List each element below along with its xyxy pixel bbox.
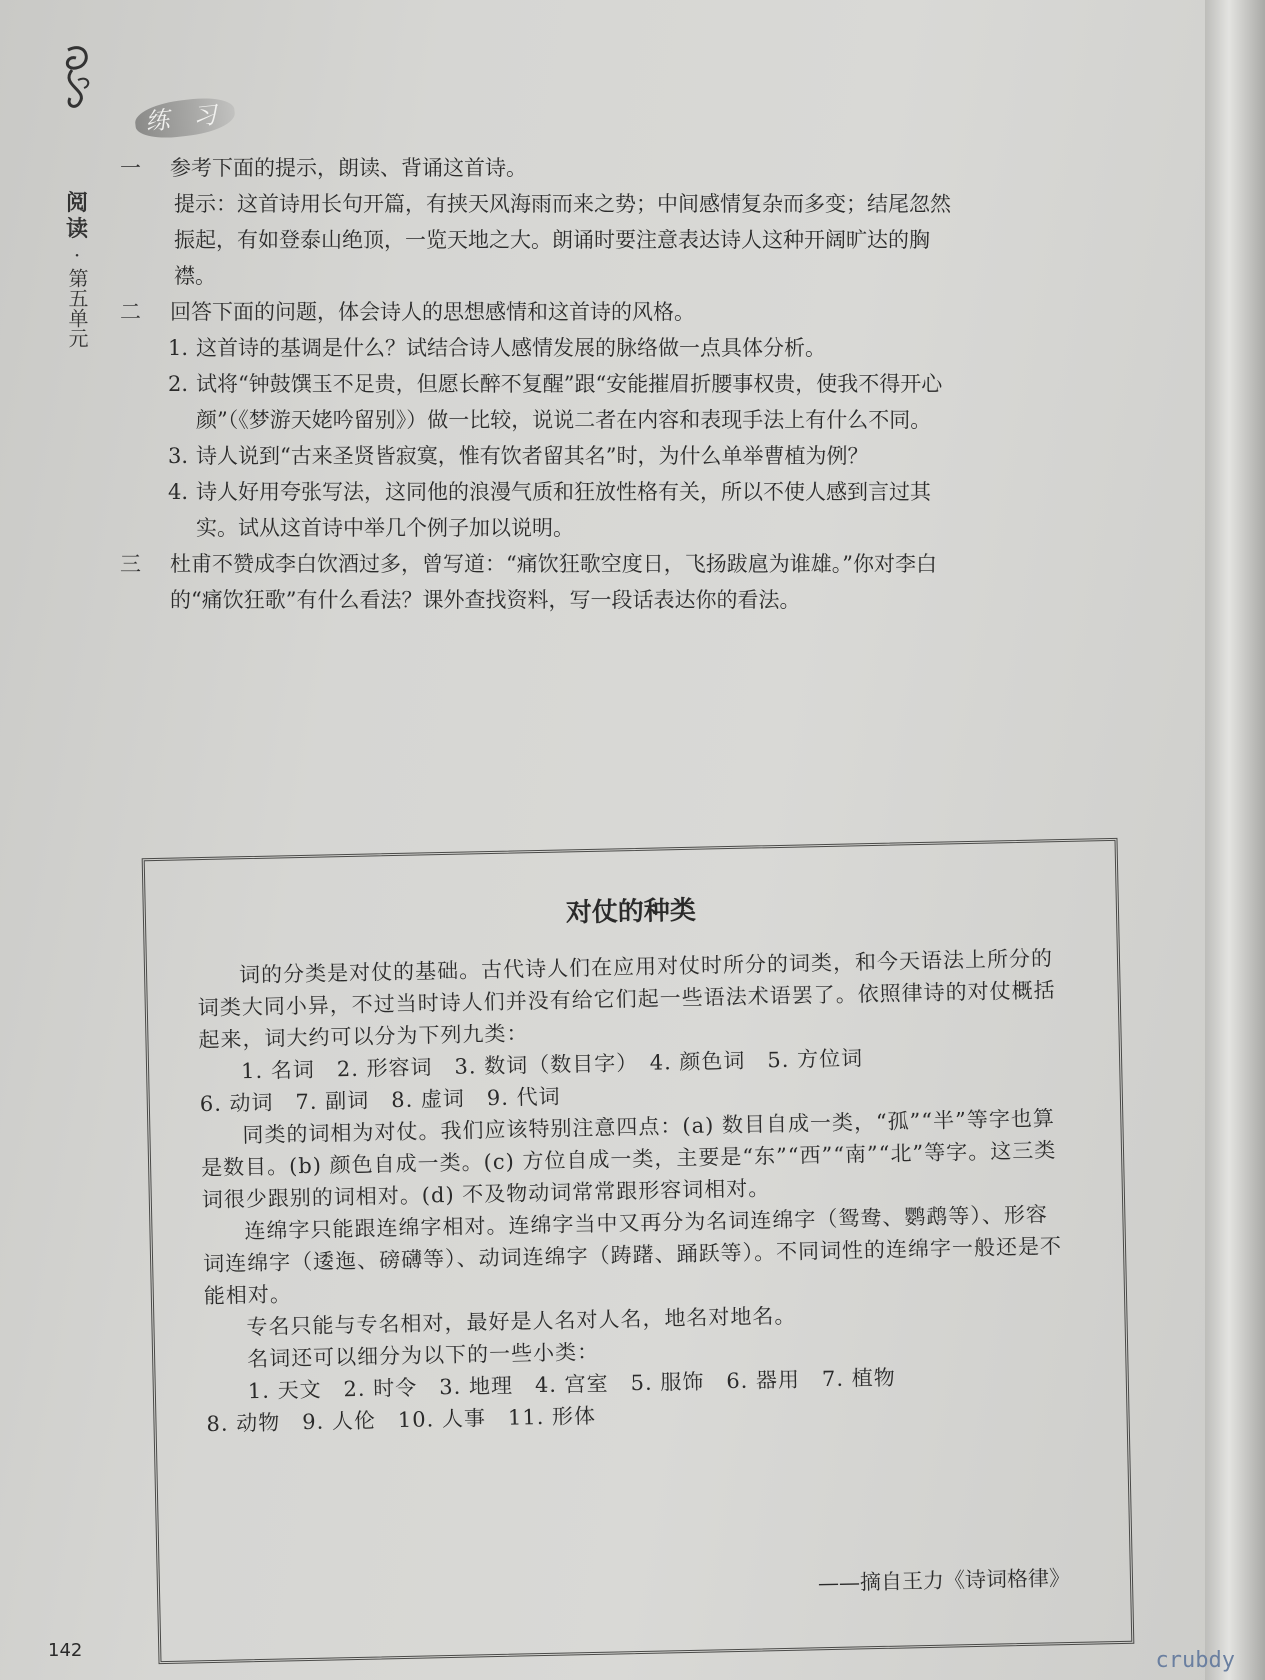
exercise-1 xyxy=(120,150,960,186)
question-1 xyxy=(120,330,960,366)
question-2 xyxy=(120,366,960,438)
noun-class-list: 8. 动物 9. 人伦 10. 人事 11. 形体 xyxy=(206,1403,597,1437)
box-title: 对仗的种类 xyxy=(565,895,697,929)
question-3 xyxy=(120,438,960,474)
question-number: 4. xyxy=(168,480,189,504)
question-text: 诗人说到“古来圣贤皆寂寞，惟有饮者留其名”时，为什么单举曹植为例？ xyxy=(196,444,869,468)
book-spine xyxy=(1205,0,1265,1680)
exercise-2 xyxy=(120,294,960,330)
word-class-list: 1. 名词 2. 形容词 3. 数词（数目字） 4. 颜色词 5. 方位词 xyxy=(240,1046,864,1084)
source-citation: ——摘自王力《诗词格律》 xyxy=(817,1566,1071,1596)
box-paragraph: 名词还可以细分为以下的一些小类： xyxy=(246,1339,600,1372)
reading-box xyxy=(142,838,1135,1664)
question-number: 3. xyxy=(168,444,189,468)
exercise-2-number: 二 xyxy=(120,300,141,324)
page-number: 142 xyxy=(48,1640,83,1661)
exercise-1-text: 参考下面的提示，朗读、背诵这首诗。 xyxy=(170,156,527,180)
word-class-list: 6. 动词 7. 副词 8. 虚词 9. 代词 xyxy=(199,1084,561,1117)
side-unit: 第五单元 xyxy=(65,268,89,348)
watermark: crubdy xyxy=(1155,1648,1235,1673)
exercise-3-text: 杜甫不赞成李白饮酒过多，曾写道：“痛饮狂歌空度日，飞扬跋扈为谁雄。”你对李白的“痛饮狂歌”有什么看法？课外查找资料，写一段话表达你的看法。 xyxy=(170,552,937,612)
box-paragraph: 同类的词相为对仗。我们应该特别注意四点：(a) 数目自成一类，“孤”“半”等字也算是数目。(b) 颜色自成一类。(c) 方位自成一类，主要是“东”“西”“南”“北”等字。这三类词很少跟别的词相对。(d) 不及物动词常常跟形容词相对。 xyxy=(200,1106,1057,1213)
side-dot: · xyxy=(73,243,81,267)
question-text: 这首诗的基调是什么？试结合诗人感情发展的脉络做一点具体分析。 xyxy=(196,336,826,360)
exercise-2-text: 回答下面的问题，体会诗人的思想感情和这首诗的风格。 xyxy=(170,300,695,324)
box-body xyxy=(197,942,1067,1440)
box-paragraph: 专名只能与专名相对，最好是人名对人名，地名对地名。 xyxy=(246,1303,797,1340)
exercise-3-number: 三 xyxy=(120,552,141,576)
question-number: 1. xyxy=(168,336,189,360)
side-title: 阅读 xyxy=(65,190,88,242)
box-paragraph: 词的分类是对仗的基础。古代诗人们在应用对仗时所分的词类，和今天语法上所分的词类大同小异，不过当时诗人们并没有给它们起一些语法术语罢了。依照律诗的对仗概括起来，词大约可以分为下列九类： xyxy=(197,946,1056,1053)
box-paragraph: 连绵字只能跟连绵字相对。连绵字当中又再分为名词连绵字（鸳鸯、鹦鹉等）、形容词连绵字（逶迤、磅礴等）、动词连绵字（踌躇、踊跃等）。不同词性的连绵字一般还是不能相对。 xyxy=(202,1202,1063,1309)
question-number: 2. xyxy=(168,372,189,396)
exercise-1-number: 一 xyxy=(120,156,141,180)
question-text: 试将“钟鼓馔玉不足贵，但愿长醉不复醒”跟“安能摧眉折腰事权贵，使我不得开心颜”（《梦游天姥吟留别》）做一比较，说说二者在内容和表现手法上有什么不同。 xyxy=(196,372,943,432)
exercise-1-hint: 提示：这首诗用长句开篇，有挟天风海雨而来之势；中间感情复杂而多变；结尾忽然振起，有如登泰山绝顶，一览天地之大。朗诵时要注意表达诗人这种开阔旷达的胸襟。 xyxy=(174,192,951,288)
exercise-label: 练 习 xyxy=(133,95,236,141)
side-section-label xyxy=(64,190,90,348)
floral-ornament-icon xyxy=(58,40,98,120)
question-text: 诗人好用夸张写法，这同他的浪漫气质和狂放性格有关，所以不使人感到言过其实。试从这首诗中举几个例子加以说明。 xyxy=(196,480,931,540)
noun-class-list: 1. 天文 2. 时令 3. 地理 4. 宫室 5. 服饰 6. 器用 7. 植物 xyxy=(247,1365,896,1404)
question-4 xyxy=(120,474,960,546)
exercise-3 xyxy=(120,546,960,618)
exercises xyxy=(120,150,960,618)
